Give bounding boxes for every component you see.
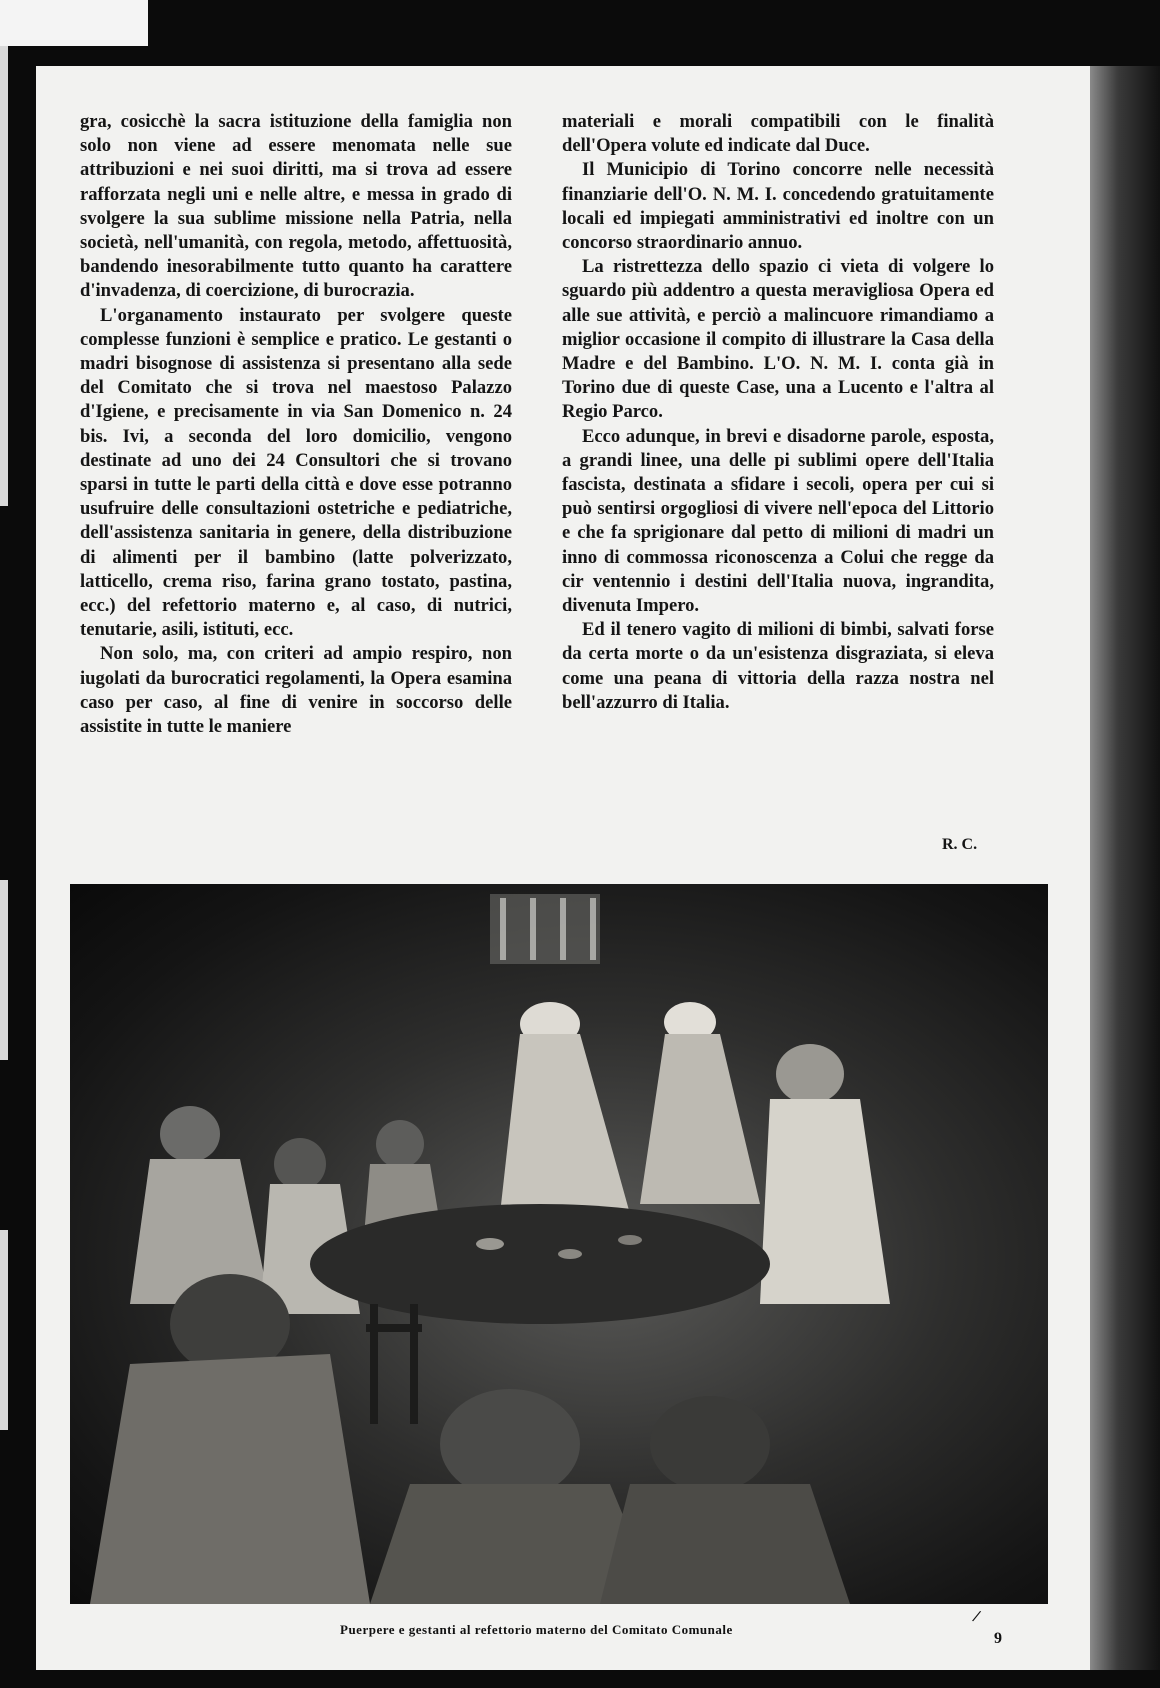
text-column-right bbox=[562, 110, 994, 715]
refectory-photograph bbox=[70, 884, 1048, 1604]
scan-right-shadow bbox=[1090, 66, 1160, 1670]
scan-edge-strip bbox=[0, 1230, 8, 1430]
scan-corner-tab bbox=[0, 0, 148, 46]
printer-mark: / bbox=[970, 1605, 983, 1627]
photo-caption: Puerpere e gestanti al refettorio materno del Comitato Comunale bbox=[340, 1622, 733, 1637]
paragraph: Ecco adunque, in brevi e disadorne parole, esposta, a grandi linee, una delle pi sublimi opere dell'Italia fascista, destinata a sfidare i secoli, opera per cui si può sentirsi orgogliosi di vivere nell'epoca del Littorio e che fa sprigionare dal petto di milioni di madri un inno di commossa riconoscenza a Colui che regge da cir ventennio i destini dell'Italia nuova, ingrandita, divenuta Impero. bbox=[562, 425, 994, 617]
photo-scene bbox=[70, 884, 1048, 1604]
author-signature: R. C. bbox=[942, 836, 978, 853]
page-number: 9 bbox=[994, 1630, 1002, 1647]
paragraph: L'organamento instaurato per svolgere queste complesse funzioni è semplice e pratico. Le gestanti o madri bisognose di assistenza si presentano alla sede del Comitato che si trova nel maestoso Palazzo d'Igiene, e precisamente in via San Domenico n. 24 bis. Ivi, a seconda del loro domicilio, vengono destinate ad uno dei 24 Consultori che si trovano sparsi in tutte le parti della città e dove esse potranno usufruire delle consultazioni ostetriche e pediatriche, dell'assistenza sanitaria in genere, della distribuzione di alimenti per il bambino (latte polverizzato, latticello, crema riso, farina grano tostato, pastina, ecc.) del refettorio materno e, al caso, di nutrici, tenutarie, asili, istituti, ecc. bbox=[80, 304, 512, 641]
paragraph: gra, cosicchè la sacra istituzione della famiglia non solo non viene ad essere menomata nelle sue attribuzioni e nei suoi diritti, ma si trova ad essere rafforzata negli uni e nelle altre, e messa in grado di svolgere la sua sublime missione nella Patria, nella società, nell'umanità, con regola, metodo, affettuosità, bandendo inesorabilmente tutto quanto ha carattere d'invadenza, di coercizione, di burocrazia. bbox=[80, 111, 512, 302]
paragraph: Ed il tenero vagito di milioni di bimbi, salvati forse da certa morte o da un'esistenza disgraziata, si eleva come una peana di vittoria della razza nostra nel bell'azzurro di Italia. bbox=[562, 619, 994, 713]
magazine-page bbox=[36, 66, 1096, 1670]
paragraph: materiali e morali compatibili con le finalità dell'Opera volute ed indicate dal Duce. bbox=[562, 111, 994, 157]
paragraph: Non solo, ma, con criteri ad ampio respiro, non iugolati da burocratici regolamenti, la Opera esamina caso per caso, al fine di venire in soccorso delle assistite in tutte le maniere bbox=[80, 643, 512, 738]
scan-edge-strip bbox=[0, 46, 8, 506]
text-column-left bbox=[80, 110, 512, 739]
scan-edge-strip bbox=[0, 880, 8, 1060]
paragraph: Il Municipio di Torino concorre nelle necessità finanziarie dell'O. N. M. I. concedendo gratuitamente locali ed impiegati amministrativi ed inoltre con un concorso straordinario annuo. bbox=[562, 159, 994, 254]
paragraph: La ristrettezza dello spazio ci vieta di volgere lo sguardo più addentro a questa meravigliosa Opera ed alle sue attività, e perciò a malincuore rimandiamo a miglior occasione il compito di illustrare la Casa della Madre e del Bambino. L'O. N. M. I. conta già in Torino due di queste Case, una a Lucento e l'altra al Regio Parco. bbox=[562, 256, 994, 423]
